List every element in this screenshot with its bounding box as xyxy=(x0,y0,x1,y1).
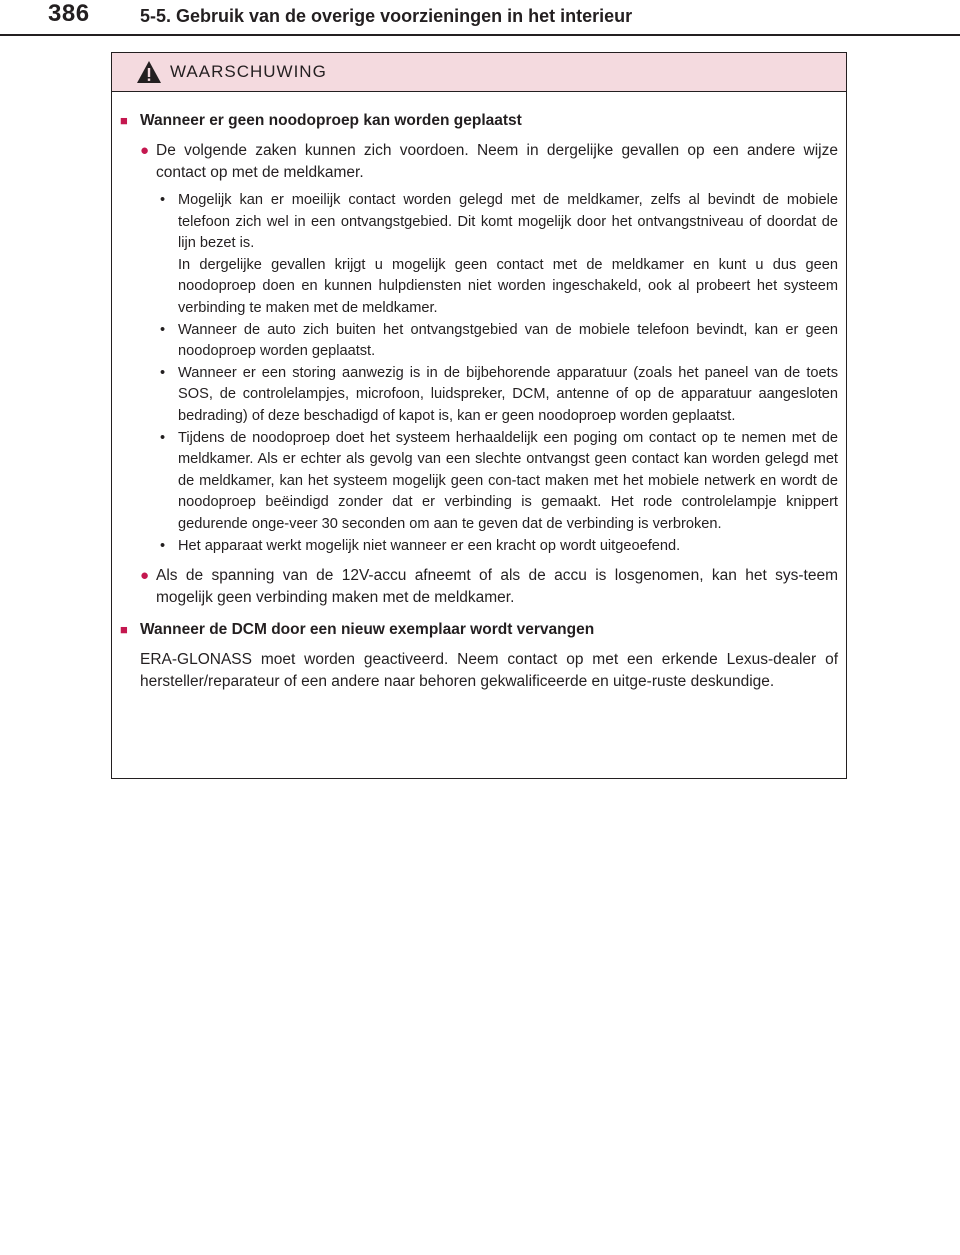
warning-body xyxy=(112,92,846,693)
section-heading: ■ Wanneer er geen noodoproep kan worden geplaatst xyxy=(120,110,838,132)
round-bullet-icon: ● xyxy=(140,142,150,159)
warning-triangle-icon xyxy=(136,60,162,84)
warning-box xyxy=(111,52,847,779)
section-heading: ■ Wanneer de DCM door een nieuw exemplaar wordt vervangen xyxy=(120,619,838,641)
sub-list-item-continued: In dergelijke gevallen krijgt u mogelijk geen contact met de meldkamer en kunt u dus geen noodoproep doen en kunnen hulpdiensten niet worden ingeschakeld, ook al probeert het systeem verbinding te maken met de meldkamer. xyxy=(178,256,838,316)
warning-label: WAARSCHUWING xyxy=(170,62,327,81)
page-number: 386 xyxy=(48,0,90,27)
sub-list-item: • Wanneer er een storing aanwezig is in de bijbehorende apparatuur (zoals het paneel van de toets SOS, de controlelampjes, microfoon, luidspreker, DCM, antenne of op de apparatuur aangesloten bedrading) of deze beschadigd of kapot is, kan er geen noodoproep worden geplaatst. xyxy=(160,364,838,424)
paragraph: ERA-GLONASS moet worden geactiveerd. Neem contact op met een erkende Lexus-dealer of hersteller/reparateur of een andere naar behoren gekwalificeerde en uitge-ruste deskundige. xyxy=(140,651,838,691)
sub-list-item: • Het apparaat werkt mogelijk niet wanneer er een kracht op wordt uitgeoefend. xyxy=(160,537,681,554)
warning-header xyxy=(112,53,846,92)
section-title: 5-5. Gebruik van de overige voorzieningen in het interieur xyxy=(140,6,633,26)
header-divider xyxy=(0,34,960,36)
sub-list-item: • Tijdens de noodoproep doet het systeem herhaaldelijk een poging om contact op te nemen met de meldkamer. Als er echter als gevolg van een slechte ontvangst geen contact kan worden gelegd met de meldkamer, kan het systeem mogelijk geen con-tact maken met het mobiele netwerk en wordt de noodoproep beëindigd zonder dat er verbinding is gemaakt. Het rode controlelampje knippert gedurende onge-veer 30 seconden om aan te geven dat de verbinding is verbroken. xyxy=(160,429,838,532)
round-bullet-icon: ● xyxy=(140,567,150,585)
square-bullet-icon: ■ xyxy=(120,622,128,638)
page-header xyxy=(0,0,960,40)
list-item: ● Als de spanning van de 12V-accu afneemt of als de accu is losgenomen, kan het sys-teem mogelijk geen verbinding maken met de meldkamer. xyxy=(140,565,838,609)
sub-list-item: • Wanneer de auto zich buiten het ontvangstgebied van de mobiele telefoon bevindt, kan er geen noodoproep worden geplaatst. xyxy=(160,321,838,360)
sub-list-item: • Mogelijk kan er moeilijk contact worden gelegd met de meldkamer, zelfs al bevindt de mobiele telefoon zich wel in een ontvangstgebied. Dit komt mogelijk door het ontvangstniveau of doordat de lijn bezet is. xyxy=(160,192,838,252)
list-item: ● De volgende zaken kunnen zich voordoen. Neem in dergelijke gevallen op een andere wijze contact op met de meldkamer. xyxy=(140,140,838,184)
square-bullet-icon: ■ xyxy=(120,113,128,128)
sub-list xyxy=(120,190,838,557)
